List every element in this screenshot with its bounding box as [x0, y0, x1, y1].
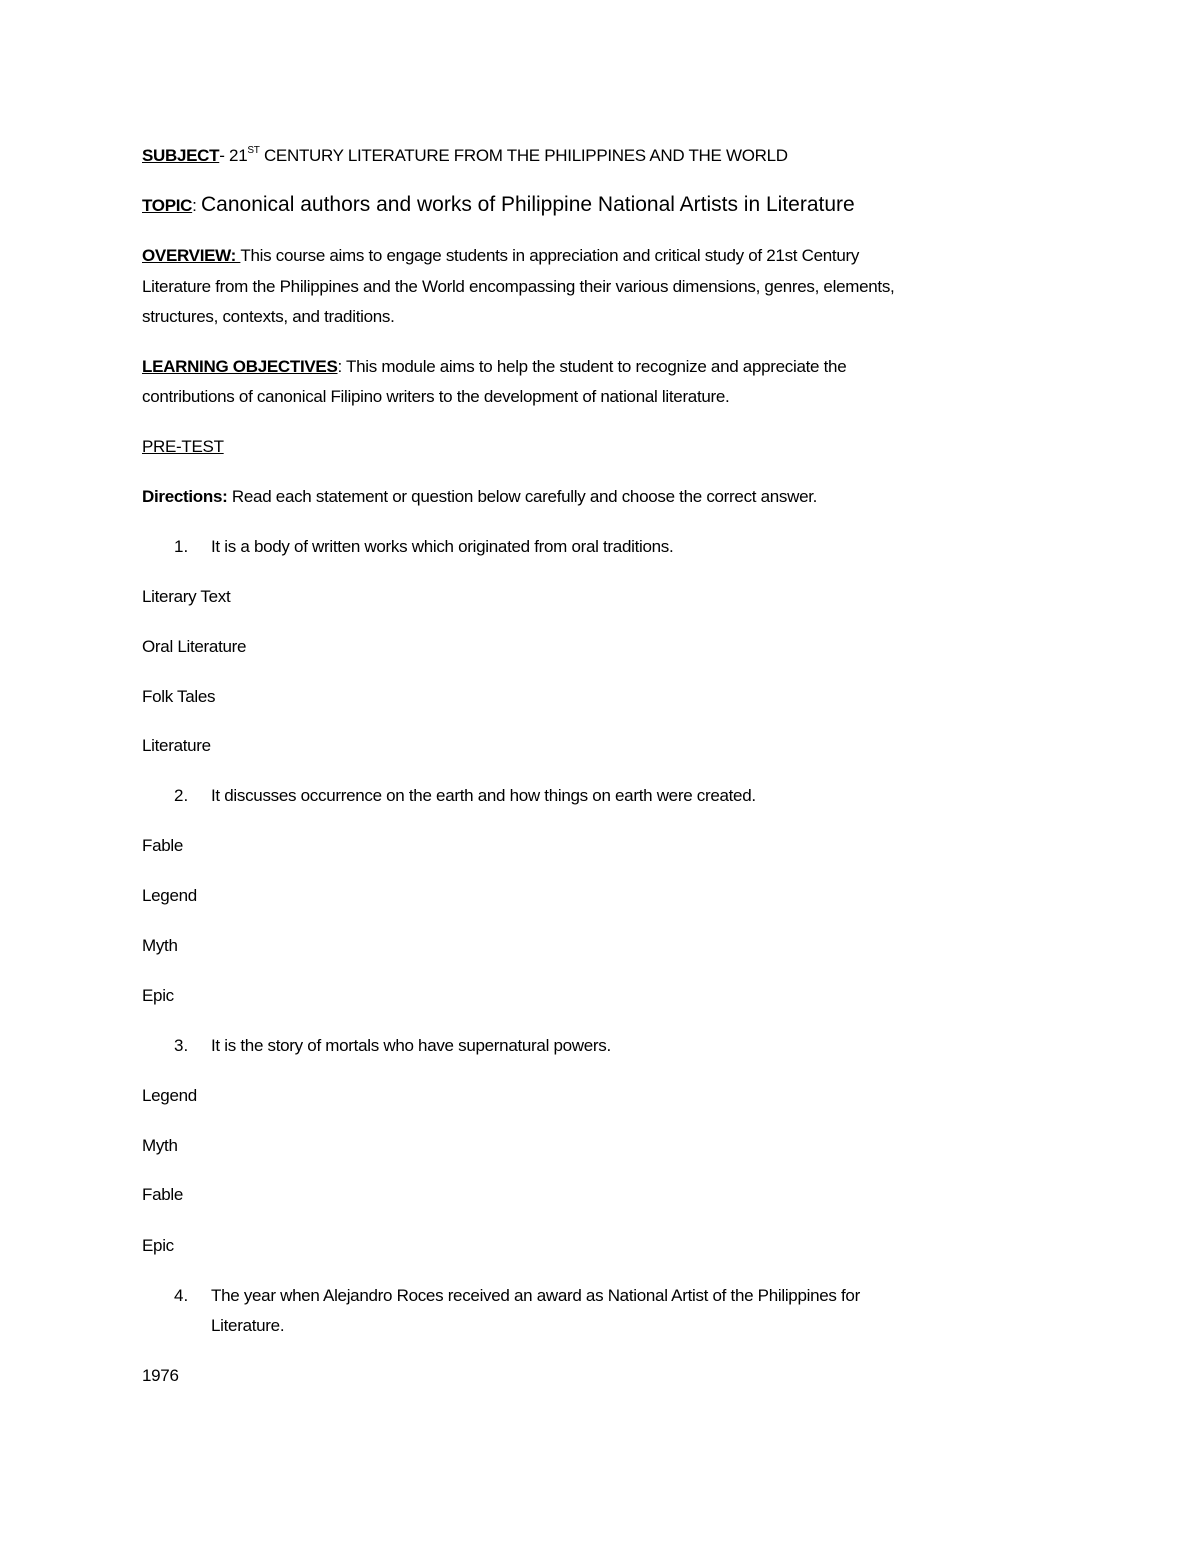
- question-text: It is a body of written works which originated from oral traditions.: [211, 537, 674, 556]
- option: Legend: [142, 1086, 197, 1105]
- option: Fable: [142, 1185, 184, 1204]
- question-number: 4.: [174, 1286, 189, 1305]
- option: Fable: [142, 836, 184, 855]
- overview-line-3: structures, contexts, and traditions.: [142, 307, 395, 326]
- option: Folk Tales: [142, 687, 216, 706]
- option: Legend: [142, 886, 197, 905]
- option: 1976: [142, 1366, 179, 1385]
- option: Oral Literature: [142, 637, 247, 656]
- question-text-cont: Literature.: [211, 1316, 285, 1335]
- overview-line-2: Literature from the Philippines and the World encompassing their various dimensions, genres, elements,: [142, 277, 895, 296]
- overview-line-1: OVERVIEW: This course aims to engage students in appreciation and critical study of 21st Century: [142, 246, 860, 265]
- subject-line: SUBJECT- 21ST CENTURY LITERATURE FROM THE PHILIPPINES AND THE WORLD: [142, 145, 788, 165]
- topic-label: TOPIC: [142, 196, 193, 215]
- question-number: 1.: [174, 537, 189, 556]
- topic-line: TOPIC: Canonical authors and works of Philippine National Artists in Literature: [142, 193, 855, 216]
- question-text: It is the story of mortals who have supernatural powers.: [211, 1036, 611, 1055]
- topic-text: Canonical authors and works of Philippine National Artists in Literature: [201, 193, 855, 216]
- overview-label: OVERVIEW:: [142, 246, 241, 265]
- subject-label: SUBJECT: [142, 146, 220, 165]
- option: Myth: [142, 1136, 178, 1155]
- option: Epic: [142, 986, 174, 1005]
- pretest-heading: PRE-TEST: [142, 437, 224, 456]
- question-number: 2.: [174, 786, 189, 805]
- objectives-line-2: contributions of canonical Filipino writers to the development of national literature.: [142, 387, 730, 406]
- option: Epic: [142, 1236, 174, 1255]
- objectives-line-1: LEARNING OBJECTIVES: This module aims to help the student to recognize and appreciate the: [142, 357, 847, 376]
- question-number: 3.: [174, 1036, 189, 1055]
- objectives-label: LEARNING OBJECTIVES: [142, 357, 338, 376]
- question-text: It discusses occurrence on the earth and how things on earth were created.: [211, 786, 756, 805]
- option: Literary Text: [142, 587, 231, 606]
- directions-label: Directions:: [142, 487, 228, 506]
- directions: Directions: Read each statement or question below carefully and choose the correct answer.: [142, 487, 818, 506]
- question-text: The year when Alejandro Roces received an award as National Artist of the Philippines for: [211, 1286, 860, 1305]
- option: Literature: [142, 736, 211, 755]
- option: Myth: [142, 936, 178, 955]
- subject-text: CENTURY LITERATURE FROM THE PHILIPPINES AND THE WORLD: [259, 146, 788, 165]
